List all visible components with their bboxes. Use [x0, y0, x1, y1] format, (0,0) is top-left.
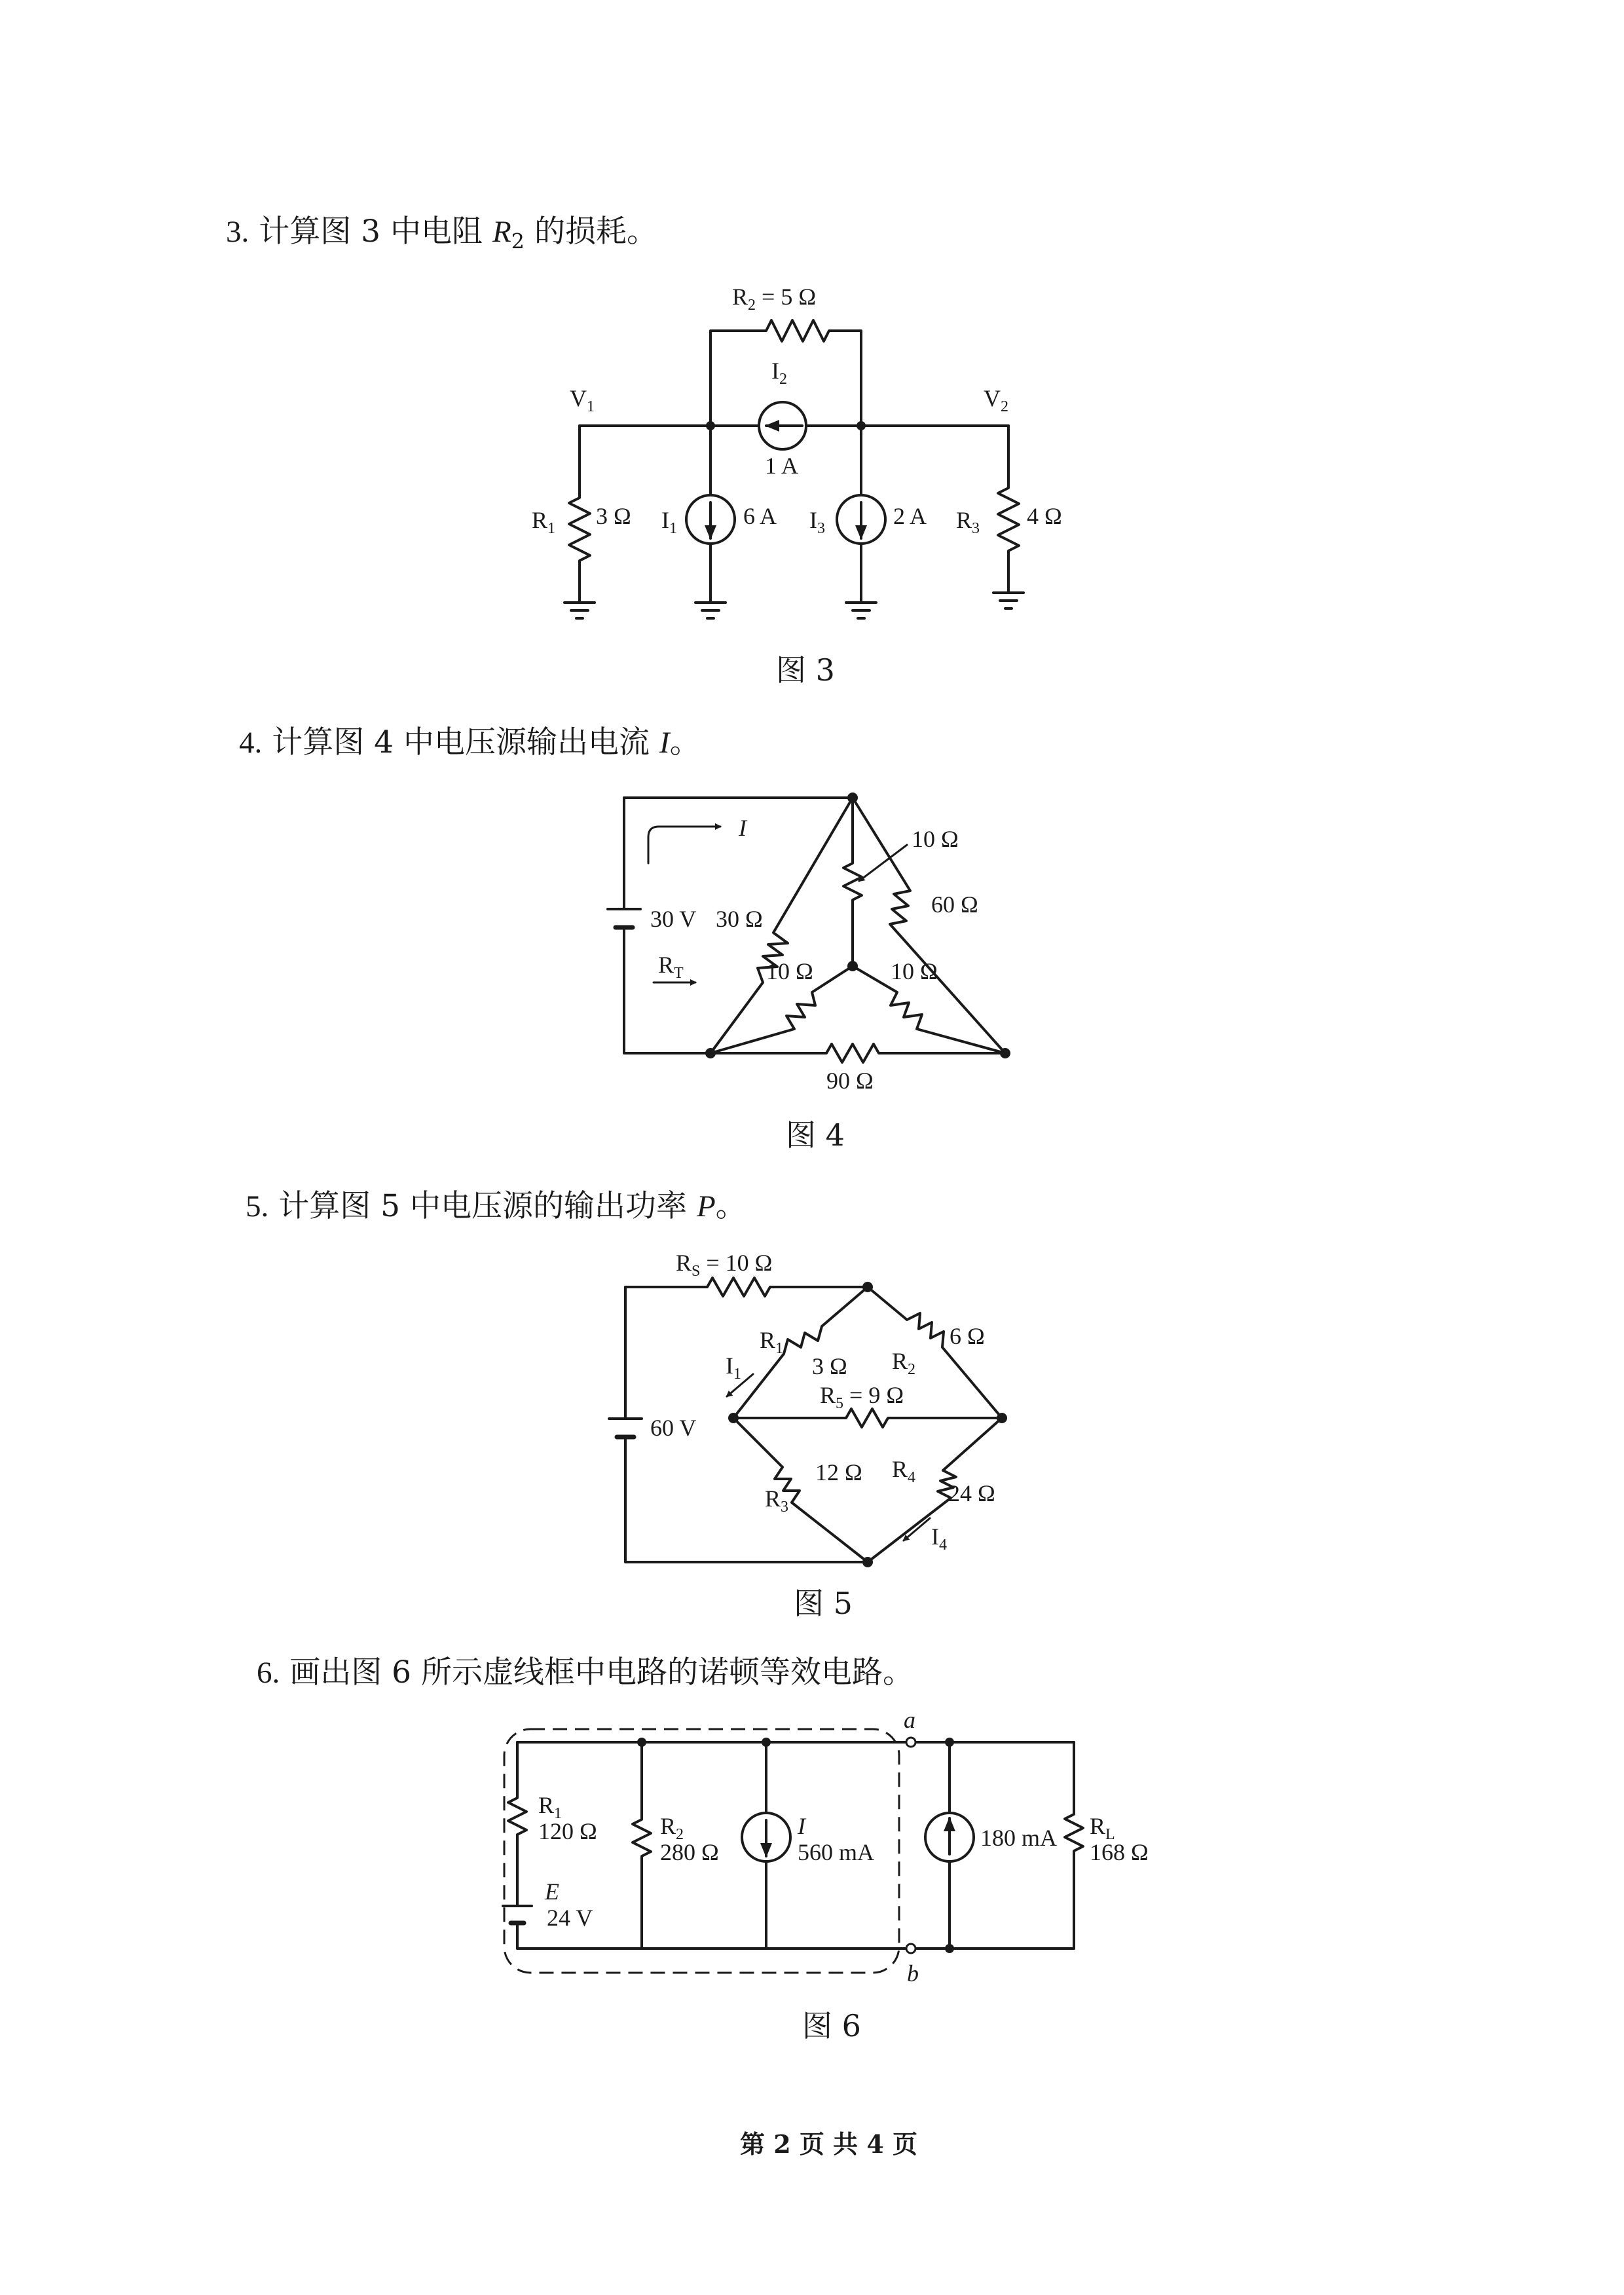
fig6-I-label: I: [798, 1813, 805, 1839]
fig6-I-value: 560 mA: [798, 1839, 874, 1865]
question-variable: I: [659, 726, 670, 760]
fig3-I1-value: 6 A: [743, 503, 777, 529]
fig5-node: [997, 1413, 1007, 1423]
fig4-node: [1000, 1048, 1010, 1058]
fig6-R2-label: $R_2$: [660, 1813, 684, 1843]
fig6-node: [762, 1738, 771, 1747]
fig4-r-lower-right-label: 10 Ω: [891, 958, 938, 984]
question-variable: R: [492, 215, 511, 249]
fig4-r-left-label: 30 Ω: [716, 906, 763, 932]
fig5-node: [862, 1282, 873, 1292]
fig5-R1-label: $R_1$: [760, 1327, 784, 1357]
fig4-r-right-label: 60 Ω: [931, 891, 978, 918]
fig5-node: [728, 1413, 739, 1423]
fig5-I1-label: $I_1$: [726, 1353, 741, 1383]
question-text: 画出图 6 所示虚线框中电路的诺顿等效电路。: [289, 1654, 913, 1690]
ground-icon: [993, 593, 1024, 608]
fig6-node: [637, 1738, 646, 1747]
fig5-R4-label: $R_4$: [892, 1456, 916, 1486]
fig3-V2-label: $V_2$: [984, 385, 1008, 415]
fig5-I4-label: $I_4$: [931, 1523, 947, 1554]
fig6-a-label: a: [904, 1707, 915, 1733]
question-text-end: 。: [669, 724, 701, 760]
question-number: 3.: [226, 215, 249, 249]
figure-3-circuit: [532, 284, 1062, 618]
fig4-center-10-resistor: [843, 798, 862, 966]
page-footer: 第 2 页 共 4 页: [740, 2129, 918, 2159]
fig3-R1-label: $R_1$: [532, 507, 556, 537]
fig5-node: [862, 1557, 873, 1567]
fig3-R1-resistor: [569, 426, 590, 603]
ground-icon: [695, 603, 726, 618]
fig4-r-bottom-label: 90 Ω: [826, 1068, 874, 1094]
fig3-R1-value: 3 Ω: [596, 503, 631, 529]
figure-5-caption: 图 5: [794, 1586, 853, 1621]
fig6-RL-label: $R_L$: [1090, 1813, 1115, 1843]
fig6-ext-value: 180 mA: [980, 1825, 1057, 1851]
fig4-bottom-90-resistor: [710, 1044, 1005, 1062]
fig6-R1-resistor: [508, 1742, 526, 1949]
fig6-terminal-a: [906, 1738, 915, 1747]
fig3-I1-label: $I_1$: [661, 507, 677, 537]
fig4-r-lower-left-label: 10 Ω: [766, 958, 813, 984]
fig4-node: [847, 961, 858, 971]
fig6-node: [945, 1738, 954, 1747]
question-text-end: 。: [715, 1188, 747, 1224]
fig6-E-label: E: [545, 1878, 559, 1905]
battery-icon: [608, 909, 640, 927]
fig5-RS-label: $R_S = 10$ Ω: [676, 1250, 773, 1280]
fig5-RS-resistor: [625, 1278, 868, 1296]
fig6-R2-resistor: [633, 1742, 651, 1949]
fig5-R2-value: 6 Ω: [950, 1323, 985, 1349]
fig5-R5-resistor: [733, 1409, 1002, 1427]
figure-5-circuit: [609, 1250, 1007, 1567]
question-number: 4.: [239, 726, 263, 760]
fig3-node: [706, 421, 715, 430]
question-text: 计算图 4 中电压源输出电流: [272, 724, 659, 760]
fig6-b-label: b: [907, 1960, 919, 1987]
question-number: 6.: [257, 1656, 280, 1690]
fig5-R3-resistor: [733, 1418, 868, 1562]
fig6-RL-value: 168 Ω: [1090, 1839, 1149, 1865]
fig6-R1-label: $R_1$: [538, 1792, 563, 1822]
ground-icon: [846, 603, 876, 618]
fig5-source-label: 60 V: [650, 1415, 697, 1441]
figure-6-circuit: [503, 1707, 1149, 1987]
question-text-end: 的损耗。: [525, 214, 657, 250]
fig4-source-label: 30 V: [650, 906, 697, 932]
question-variable: P: [696, 1189, 716, 1223]
fig4-r-center-label: 10 Ω: [912, 826, 959, 852]
ground-icon: [564, 603, 595, 618]
fig6-R1-value: 120 Ω: [538, 1818, 597, 1844]
fig4-RT-label: $R_T$: [658, 952, 684, 982]
fig3-V1-label: $V_1$: [570, 385, 595, 415]
fig6-node: [945, 1944, 954, 1953]
fig3-R3-resistor: [998, 426, 1019, 593]
fig3-I3-value: 2 A: [893, 503, 927, 529]
question-subscript: 2: [511, 229, 525, 254]
question-number: 5.: [246, 1189, 269, 1223]
fig5-R3-label: $R_3$: [765, 1485, 789, 1516]
fig3-I2-value: 1 A: [765, 453, 799, 479]
fig6-E-value: 24 V: [547, 1905, 593, 1931]
fig5-I4-arrow-icon: [904, 1518, 930, 1540]
fig6-R2-value: 280 Ω: [660, 1839, 719, 1865]
question-text: 计算图 5 中电压源的输出功率: [278, 1188, 697, 1224]
battery-icon: [503, 1906, 532, 1923]
fig3-R3-label: $R_3$: [956, 507, 980, 537]
figure-4-caption: 图 4: [786, 1117, 845, 1153]
figure-4-circuit: [608, 793, 1010, 1094]
fig3-I2-label: $I_2$: [771, 358, 787, 388]
fig6-RL-resistor: [1065, 1742, 1083, 1949]
question-text: 计算图 3 中电阻: [259, 214, 492, 250]
fig5-R2-label: $R_2$: [892, 1348, 916, 1378]
fig5-R5-label: $R_5 = 9$ Ω: [820, 1382, 904, 1412]
fig4-current-arrow-icon: [648, 827, 720, 863]
fig3-node: [857, 421, 866, 430]
fig5-R4-value: 24 Ω: [948, 1480, 995, 1506]
fig5-R3-value: 12 Ω: [815, 1459, 862, 1485]
figure-3-caption: 图 3: [776, 652, 835, 688]
fig5-R1-value: 3 Ω: [812, 1353, 847, 1379]
battery-icon: [609, 1419, 642, 1437]
fig6-terminal-b: [906, 1944, 915, 1953]
fig3-I3-label: $I_3$: [809, 507, 825, 537]
fig4-node: [847, 793, 858, 803]
figure-6-caption: 图 6: [802, 2008, 861, 2043]
fig4-I-label: I: [739, 815, 747, 841]
fig3-R2-label: $R_2 = 5$ Ω: [732, 284, 817, 314]
fig3-R3-value: 4 Ω: [1027, 503, 1062, 529]
fig4-node: [705, 1048, 716, 1058]
